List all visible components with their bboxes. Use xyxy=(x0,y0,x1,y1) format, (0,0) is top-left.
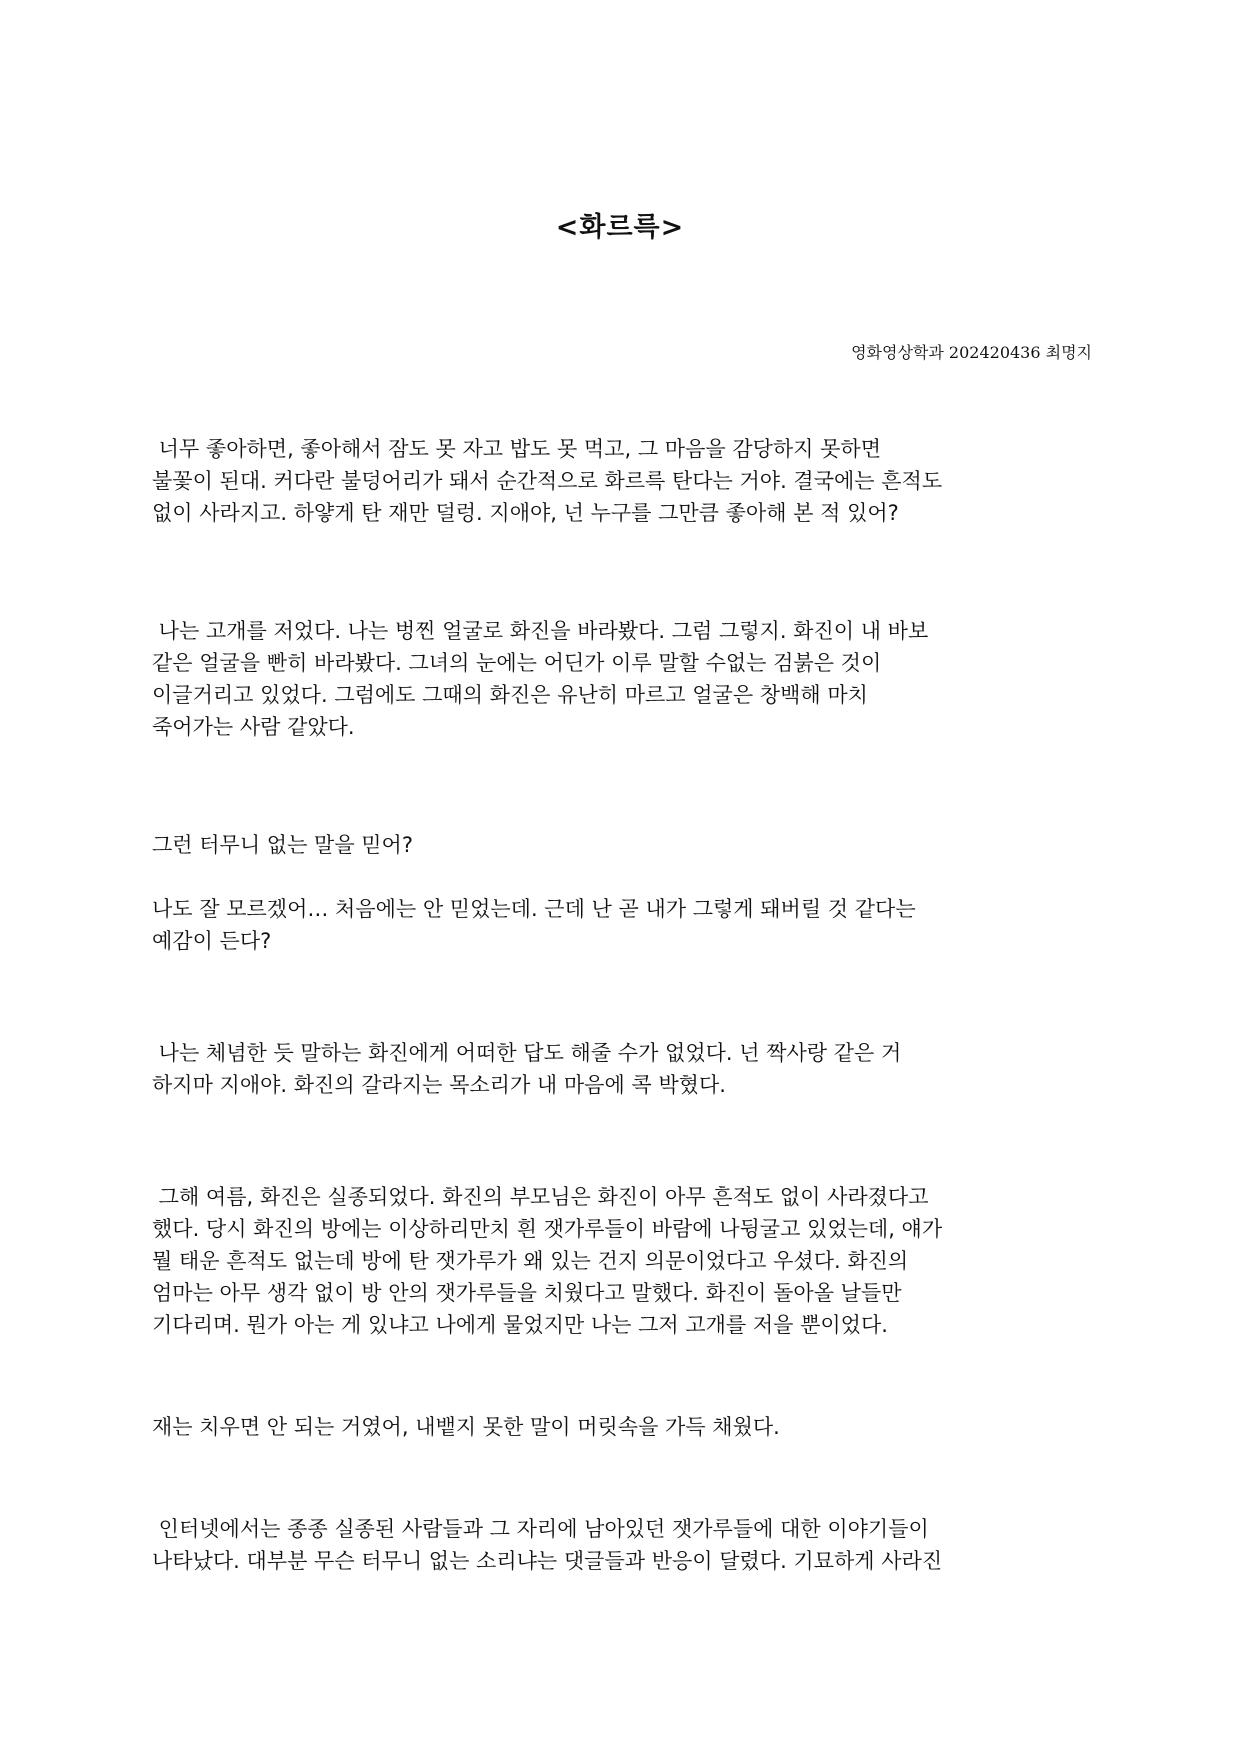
text-line: 예감이 든다? xyxy=(152,929,272,953)
paragraph xyxy=(152,1411,1096,1443)
text-line: 재는 치우면 안 되는 거였어, 내뱉지 못한 말이 머릿속을 가득 채웠다. xyxy=(152,1415,780,1439)
author-line: 영화영상학과 202420436 최명지 xyxy=(851,343,1092,362)
text-line: 뭘 태운 흔적도 없는데 방에 탄 잿가루가 왜 있는 건지 의문이었다고 우셨다. 화진의 xyxy=(152,1249,909,1273)
document-body xyxy=(152,433,1096,1577)
paragraph xyxy=(152,615,1096,743)
text-line: 이글거리고 있었다. 그럼에도 그때의 화진은 유난히 마르고 얼굴은 창백해 마치 xyxy=(152,683,868,707)
text-line: 인터넷에서는 종종 실종된 사람들과 그 자리에 남아있던 잿가루들에 대한 이야기들이 xyxy=(152,1517,929,1541)
text-line: 엄마는 아무 생각 없이 방 안의 잿가루들을 치웠다고 말했다. 화진이 돌아올 날들만 xyxy=(152,1281,902,1305)
text-line: 나는 고개를 저었다. 나는 벙찐 얼굴로 화진을 바라봤다. 그럼 그렇지. 화진이 내 바보 xyxy=(152,619,929,643)
paragraph xyxy=(152,1037,1096,1101)
text-line: 없이 사라지고. 하얗게 탄 재만 덜렁. 지애야, 넌 누구를 그만큼 좋아해 본 적 있어? xyxy=(152,501,899,525)
text-line: 그런 터무니 없는 말을 믿어? xyxy=(152,833,413,857)
text-line: 같은 얼굴을 빤히 바라봤다. 그녀의 눈에는 어딘가 이루 말할 수없는 검붉은 것이 xyxy=(152,651,882,675)
text-line: 죽어가는 사람 같았다. xyxy=(152,715,355,739)
paragraph xyxy=(152,1181,1096,1341)
text-line: 너무 좋아하면, 좋아해서 잠도 못 자고 밥도 못 먹고, 그 마음을 감당하지 못하면 xyxy=(152,437,881,461)
paragraph xyxy=(152,433,1096,529)
document-title: <화르륵> xyxy=(555,212,685,243)
text-line: 나는 체념한 듯 말하는 화진에게 어떠한 답도 해줄 수가 없었다. 넌 짝사랑 같은 거 xyxy=(152,1041,902,1065)
text-line: 불꽃이 된대. 커다란 불덩어리가 돼서 순간적으로 화르륵 탄다는 거야. 결국에는 흔적도 xyxy=(152,469,943,493)
paragraph xyxy=(152,893,1096,957)
text-line: 나타났다. 대부분 무슨 터무니 없는 소리냐는 댓글들과 반응이 달렸다. 기묘하게 사라진 xyxy=(152,1549,943,1573)
text-line: 나도 잘 모르겠어… 처음에는 안 믿었는데. 근데 난 곧 내가 그렇게 돼버릴 것 같다는 xyxy=(152,897,916,921)
paragraph xyxy=(152,1513,1096,1577)
text-line: 하지마 지애야. 화진의 갈라지는 목소리가 내 마음에 콕 박혔다. xyxy=(152,1073,726,1097)
paragraph xyxy=(152,829,1096,861)
text-line: 그해 여름, 화진은 실종되었다. 화진의 부모님은 화진이 아무 흔적도 없이 사라졌다고 xyxy=(152,1185,929,1209)
text-line: 했다. 당시 화진의 방에는 이상하리만치 흰 잿가루들이 바람에 나뒹굴고 있었는데, 얘가 xyxy=(152,1217,943,1241)
text-line: 기다리며. 뭔가 아는 게 있냐고 나에게 물었지만 나는 그저 고개를 저을 뿐이었다. xyxy=(152,1313,888,1337)
